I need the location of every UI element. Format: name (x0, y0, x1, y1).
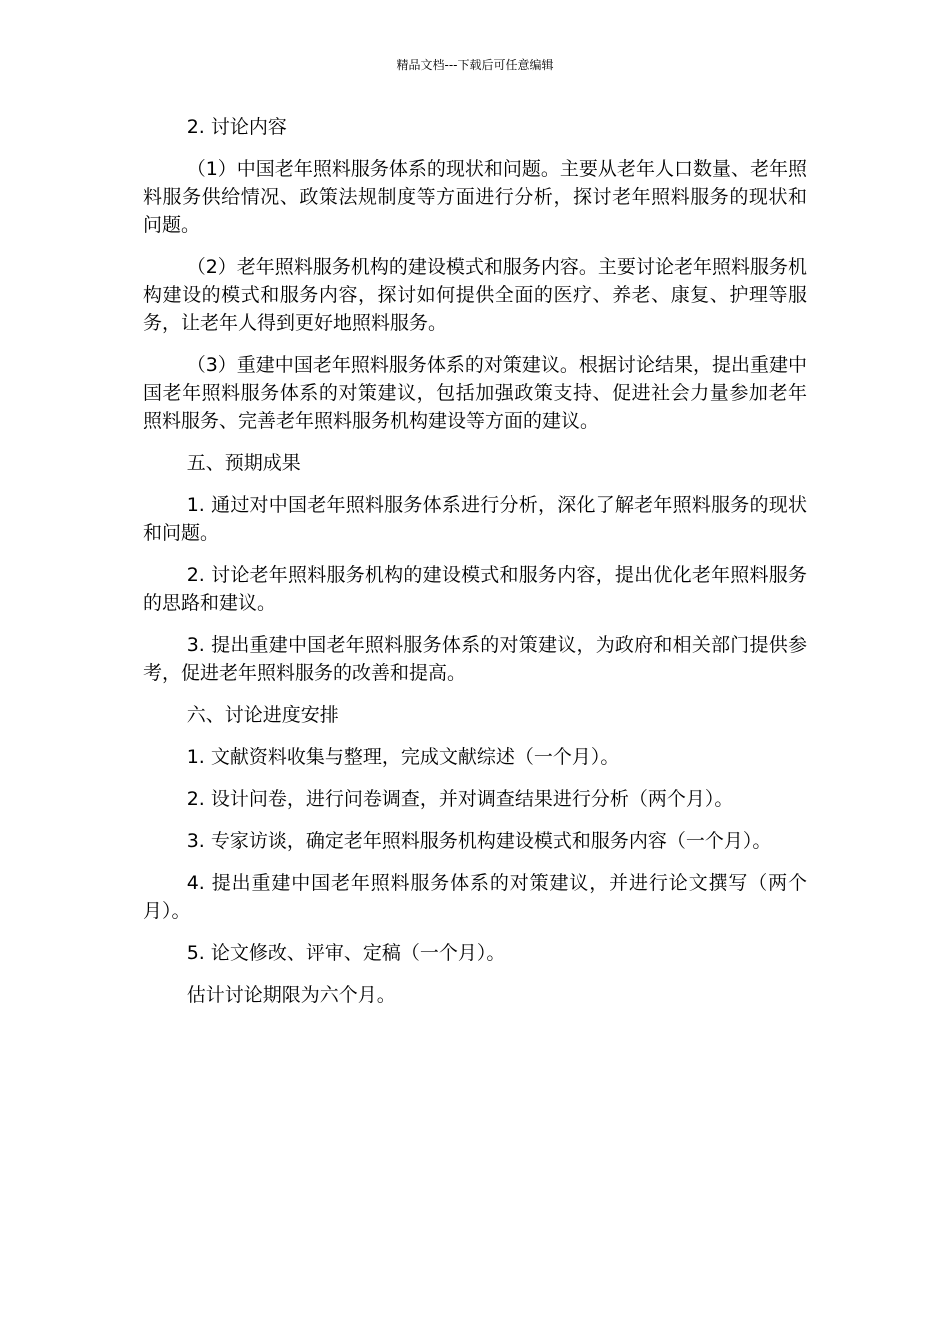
schedule-item-1: 1. 文献资料收集与整理，完成文献综述（一个月）。 (186, 746, 620, 768)
page-header: 精品文档---下载后可任意编辑 (396, 58, 554, 72)
section-subheading-discussion-content: 2. 讨论内容 (186, 116, 287, 138)
paragraph-item-1: （1）中国老年照料服务体系的现状和问题。主要从老年人口数量、老年照料服务供给情况、政策法规制度等方面进行分析，探讨老年照料服务的现状和问题。 (143, 158, 807, 236)
document-body (143, 113, 807, 1023)
section-heading-schedule: 六、讨论进度安排 (186, 704, 339, 726)
schedule-item-2: 2. 设计问卷，进行问卷调查，并对调查结果进行分析（两个月）。 (186, 788, 734, 810)
schedule-item-3: 3. 专家访谈，确定老年照料服务机构建设模式和服务内容（一个月）。 (186, 830, 772, 852)
schedule-item-4: 4. 提出重建中国老年照料服务体系的对策建议，并进行论文撰写（两个月）。 (143, 872, 807, 922)
paragraph-item-2: （2）老年照料服务机构的建设模式和服务内容。主要讨论老年照料服务机构建设的模式和服务内容，探讨如何提供全面的医疗、养老、康复、护理等服务，让老年人得到更好地照料服务。 (143, 256, 807, 334)
expected-result-1: 1. 通过对中国老年照料服务体系进行分析，深化了解老年照料服务的现状和问题。 (143, 494, 807, 544)
section-heading-expected-results: 五、预期成果 (186, 452, 301, 474)
expected-result-3: 3. 提出重建中国老年照料服务体系的对策建议，为政府和相关部门提供参考，促进老年照料服务的改善和提高。 (143, 634, 807, 684)
schedule-item-5: 5. 论文修改、评审、定稿（一个月）。 (186, 942, 506, 964)
expected-result-2: 2. 讨论老年照料服务机构的建设模式和服务内容，提出优化老年照料服务的思路和建议。 (143, 564, 807, 614)
paragraph-item-3: （3）重建中国老年照料服务体系的对策建议。根据讨论结果，提出重建中国老年照料服务体系的对策建议，包括加强政策支持、促进社会力量参加老年照料服务、完善老年照料服务机构建设等方面的建议。 (143, 354, 807, 432)
schedule-summary: 估计讨论期限为六个月。 (186, 984, 396, 1006)
